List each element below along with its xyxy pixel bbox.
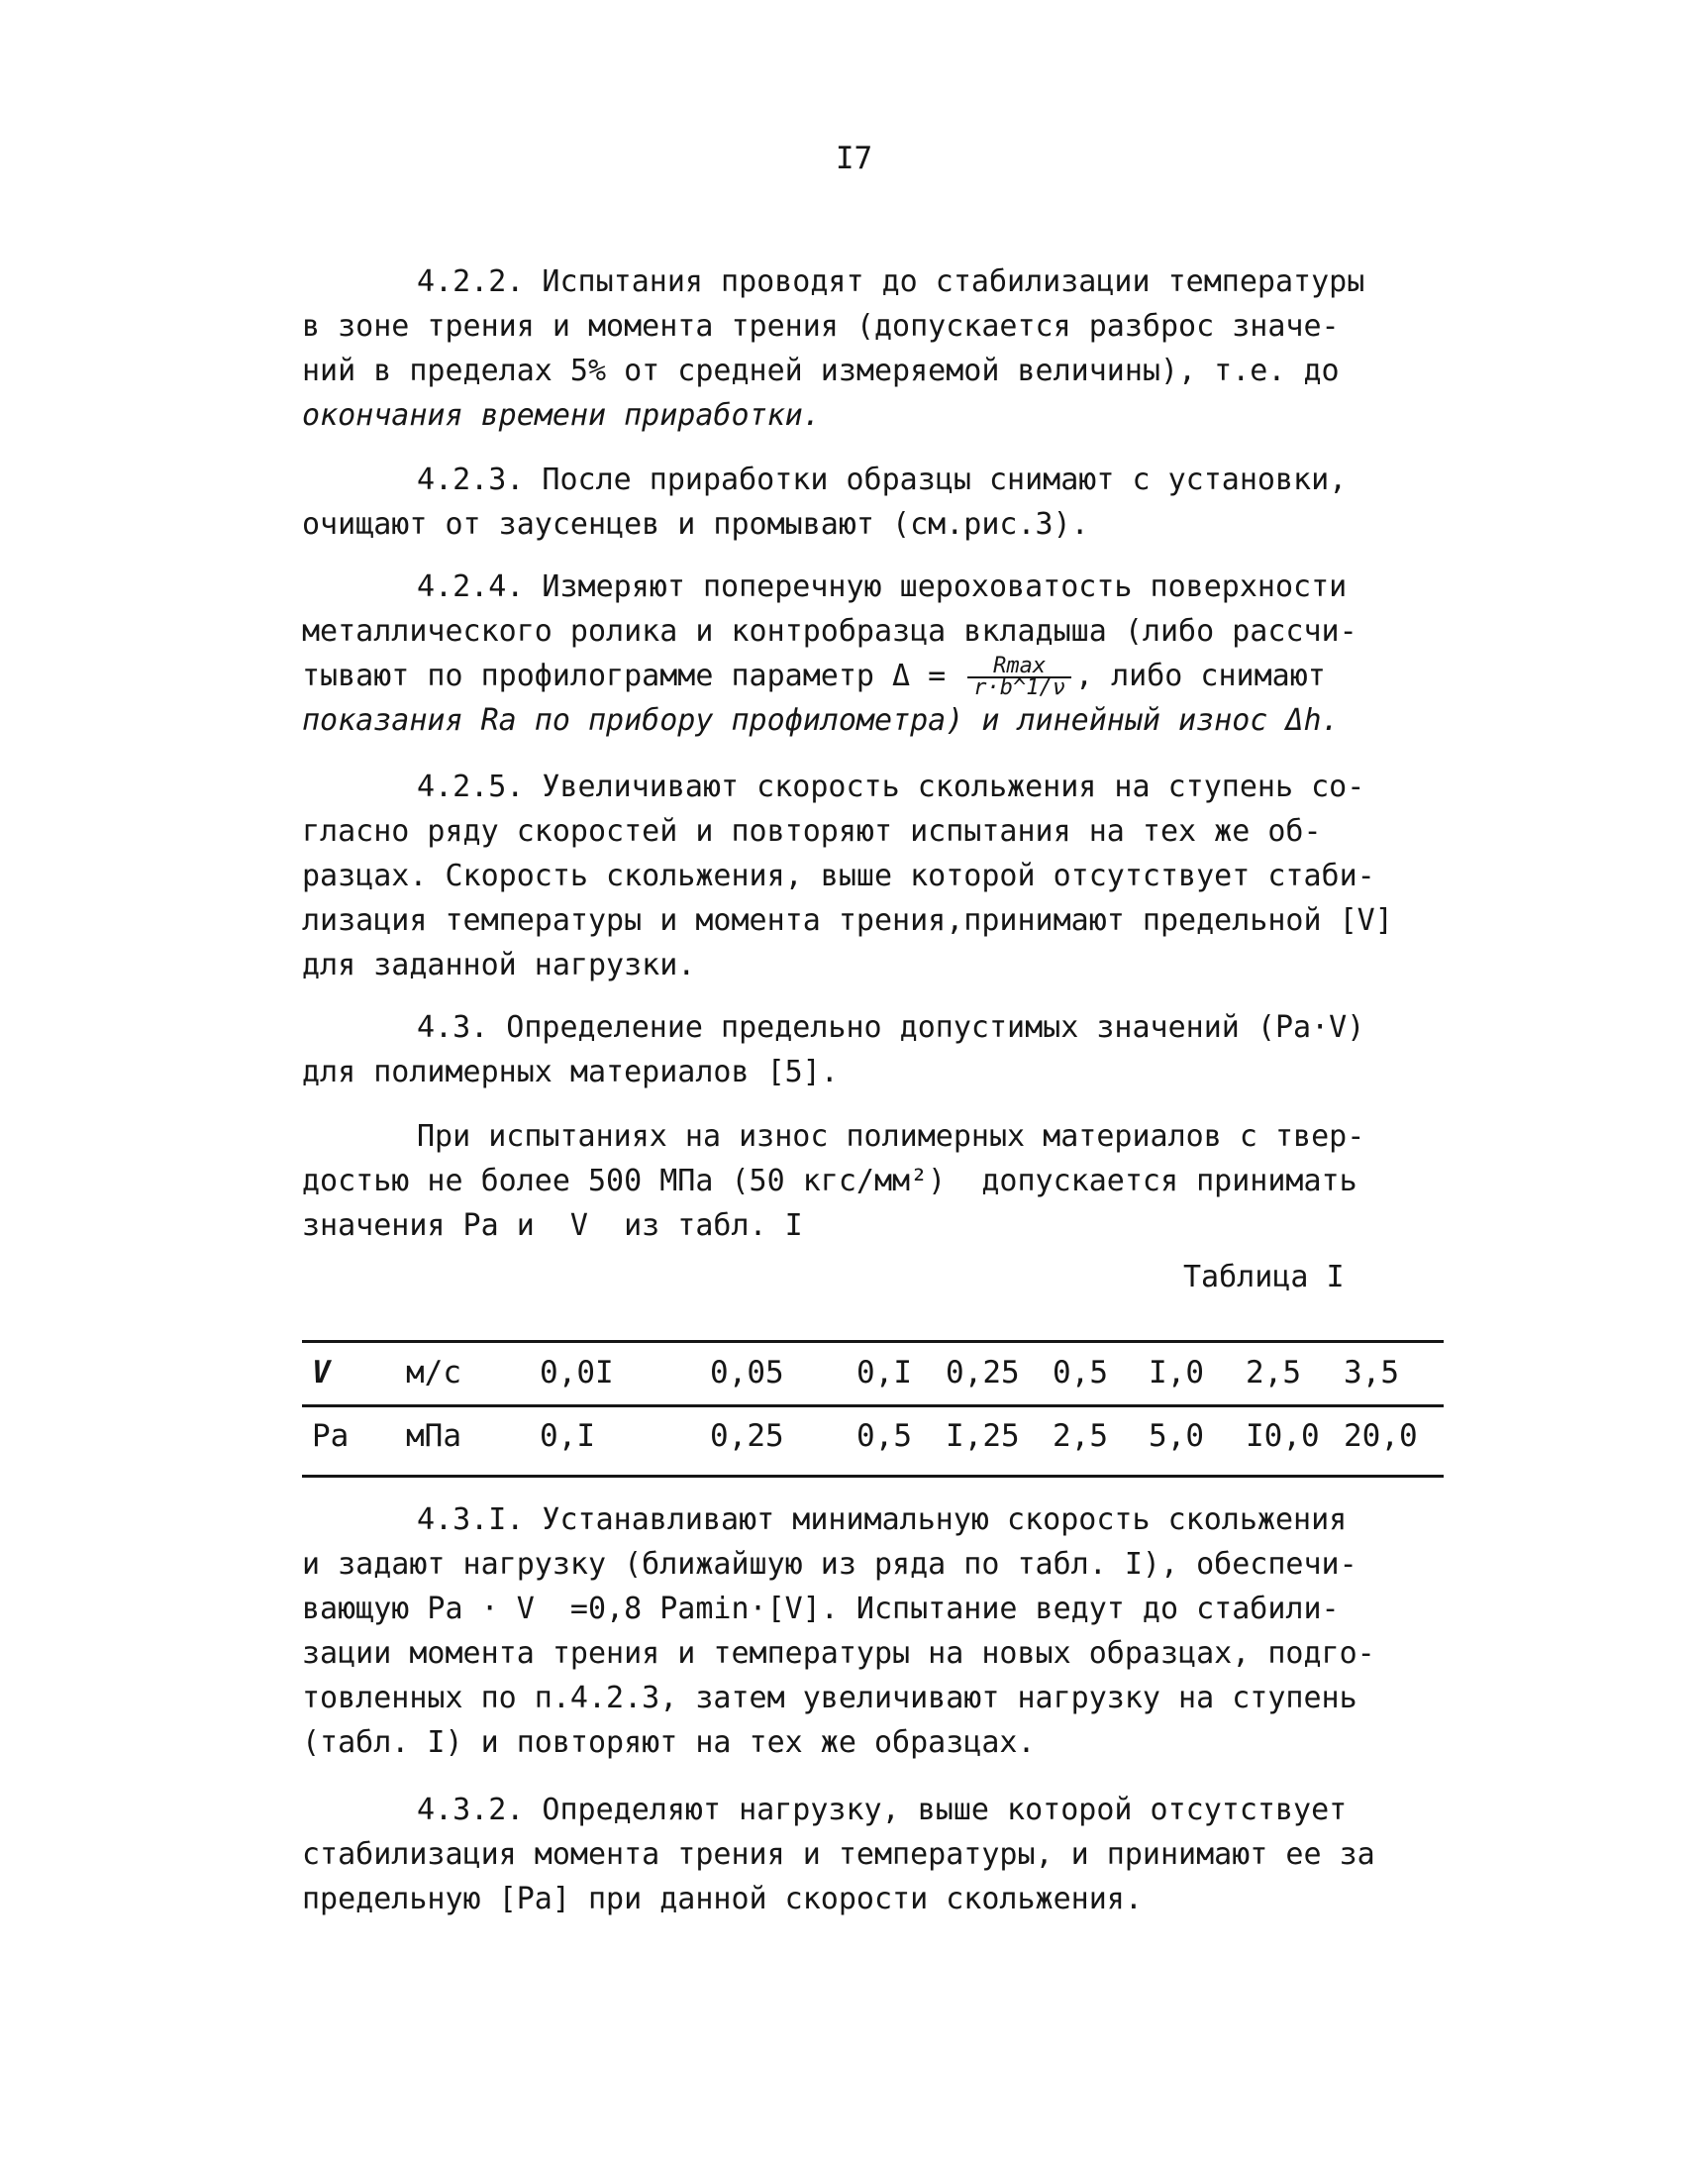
text-line [302,1631,1441,1676]
table-cell: 20,0 [1344,1418,1418,1454]
text-line [302,765,1441,809]
table-cell: I,25 [946,1418,1020,1454]
line-text: и задают нагрузку (ближайшую из ряда по табл. I), обеспечи- [302,1547,1357,1582]
table-row-pressure [302,1410,1444,1462]
line-text: 4.3.2. Определяют нагрузку, выше которой отсутствует [417,1793,1348,1827]
line-text-tail: , либо снимают [1075,659,1326,693]
line-text: 4.2.2. Испытания проводят до стабилизации температуры [417,264,1365,299]
line-text: вающую Ра · V =0,8 Раmin·[V]. Испытание ведут до стабили- [302,1592,1340,1626]
text-line [302,458,1441,502]
paragraph-4-2-2 [302,259,1441,438]
line-text: 4.2.4. Измеряют поперечную шероховатость поверхности [417,569,1348,604]
line-text: разцах. Скорость скольжения, выше которой отсутствует стаби- [302,859,1375,893]
table-cell: I,0 [1149,1355,1204,1391]
line-text: окончания времени приработки. [302,398,821,433]
line-text: гласно ряду скоростей и повторяют испытания на тех же об- [302,814,1322,849]
line-text: очищают от заусенцев и промывают (см.рис.3). [302,507,1089,542]
line-text: тывают по профилограмме параметр Δ = [302,659,964,693]
line-text: (табл. I) и повторяют на тех же образцах. [302,1725,1036,1760]
paragraph-4-3-1 [302,1497,1441,1765]
line-text: зации момента трения и температуры на новых образцах, подго- [302,1636,1375,1671]
text-line [302,1005,1441,1050]
table-cell: 0,25 [710,1418,784,1454]
paragraph-4-2-5 [302,765,1441,987]
table-cell: 0,25 [946,1355,1020,1391]
line-text: ний в пределах 5% от средней измеряемой величины), т.е. до [302,354,1340,388]
paragraph-4-2-4 [302,565,1441,743]
row-unit: мПа [406,1418,461,1454]
text-line [302,1114,1441,1159]
table-cell: I0,0 [1246,1418,1320,1454]
table-cell: 0,0I [540,1355,614,1391]
line-text: 4.2.5. Увеличивают скорость скольжения на ступень со- [417,770,1365,804]
line-text: 4.3.I. Устанавливают минимальную скорость скольжения [417,1502,1348,1537]
line-text: достью не более 500 МПа (50 кгс/мм²) допускается принимать [302,1164,1357,1198]
text-line [302,1720,1441,1765]
row-symbol: Pa [312,1418,350,1454]
text-line [302,609,1441,654]
text-line [302,1788,1441,1832]
text-line [302,502,1441,547]
table-cell: 2,5 [1246,1355,1301,1391]
text-line [302,1832,1441,1877]
line-text: лизация температуры и момента трения,принимают предельной [V] [302,903,1393,938]
formula-numerator: Rmax [967,657,1071,678]
table-top-rule [302,1340,1444,1343]
table-bottom-rule [302,1475,1444,1478]
row-unit: м/с [406,1355,461,1391]
text-line [302,698,1441,743]
text-line [302,809,1441,854]
table-cell: 0,I [856,1355,912,1391]
text-line [302,304,1441,349]
text-line [302,1203,1441,1248]
text-line [302,1676,1441,1720]
paragraph-4-2-3 [302,458,1441,547]
line-text: стабилизация момента трения и температуры, и принимают ее за [302,1837,1375,1872]
text-line [302,1587,1441,1631]
delta-formula [967,653,1071,700]
table-cell: 0,5 [1053,1355,1108,1391]
page-number: I7 [835,141,873,176]
line-text: товленных по п.4.2.3, затем увеличивают нагрузку на ступень [302,1681,1357,1715]
text-line [302,854,1441,898]
line-text: При испытаниях на износ полимерных материалов с твер- [417,1119,1365,1154]
table-cell: 0,05 [710,1355,784,1391]
line-text: 4.3. Определение предельно допустимых значений (Pa·V) [417,1010,1365,1045]
line-text: 4.2.3. После приработки образцы снимают с установки, [417,463,1348,497]
line-text: в зоне трения и момента трения (допускается разброс значе- [302,309,1340,344]
text-line [302,943,1441,987]
text-line [302,349,1441,393]
text-line [302,1497,1441,1542]
table-cell: 2,5 [1053,1418,1108,1454]
text-line [302,259,1441,304]
table-cell: 0,5 [856,1418,912,1454]
line-text: для заданной нагрузки. [302,948,696,982]
text-line [302,393,1441,438]
text-line [302,1159,1441,1203]
formula-denominator: r·b^1/ν [973,674,1065,700]
paragraph-4-3-intro [302,1114,1441,1248]
paragraph-4-3 [302,1005,1441,1094]
row-symbol: V [312,1355,331,1391]
table-cell: 0,I [540,1418,595,1454]
line-text: значения Ра и V из табл. I [302,1208,803,1243]
table-caption: Таблица I [1183,1260,1345,1294]
line-text: для полимерных материалов [5]. [302,1055,839,1089]
table-middle-rule [302,1404,1444,1407]
line-text: предельную [Ра] при данной скорости скольжения. [302,1882,1143,1916]
text-line [302,565,1441,609]
text-line [302,1542,1441,1587]
paragraph-4-3-2 [302,1788,1441,1921]
text-line [302,1877,1441,1921]
line-text: металлического ролика и контробразца вкладыша (либо рассчи- [302,614,1357,649]
table-cell: 3,5 [1344,1355,1399,1391]
line-text: показания Ra по прибору профилометра) и линейный износ Δh. [302,703,1340,738]
table-row-velocity [302,1347,1444,1398]
text-line [302,654,1441,698]
table-cell: 5,0 [1149,1418,1204,1454]
text-line [302,898,1441,943]
text-line [302,1050,1441,1094]
